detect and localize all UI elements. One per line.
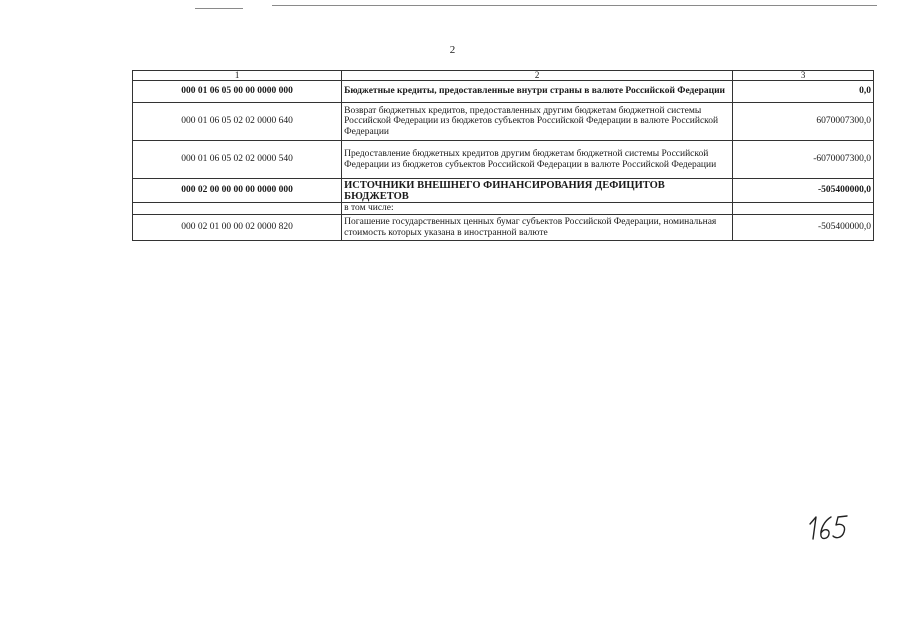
table-header-row <box>133 71 874 81</box>
source-name: ИСТОЧНИКИ ВНЕШНЕГО ФИНАНСИРОВАНИЯ ДЕФИЦИТОВ БЮДЖЕТОВ <box>342 179 733 203</box>
column-header-1: 1 <box>133 71 342 81</box>
amount: -505400000,0 <box>733 179 874 203</box>
source-name: Возврат бюджетных кредитов, предоставленных другим бюджетам бюджетной системы Российской Федерации из бюджетов субъектов Российской Федерации в валюте Российской Федерации <box>342 103 733 141</box>
column-header-3: 3 <box>733 71 874 81</box>
source-name: в том числе: <box>342 203 733 215</box>
page-number: 2 <box>449 44 456 56</box>
scan-artifact-line <box>195 8 243 9</box>
source-name: Предоставление бюджетных кредитов другим бюджетам бюджетной системы Российской Федерации из бюджетов субъектов Российской Федерации в валюте Российской Федерации <box>342 141 733 179</box>
amount <box>733 203 874 215</box>
source-name: Бюджетные кредиты, предоставленные внутри страны в валюте Российской Федерации <box>342 81 733 103</box>
table-row <box>133 81 874 103</box>
amount: -505400000,0 <box>733 215 874 241</box>
amount: 0,0 <box>733 81 874 103</box>
table-row <box>133 103 874 141</box>
classification-code: 000 02 00 00 00 00 0000 000 <box>133 179 342 203</box>
budget-sources-table <box>132 70 874 241</box>
classification-code <box>133 203 342 215</box>
classification-code: 000 01 06 05 00 00 0000 000 <box>133 81 342 103</box>
table-row <box>133 141 874 179</box>
classification-code: 000 02 01 00 00 02 0000 820 <box>133 215 342 241</box>
classification-code: 000 01 06 05 02 02 0000 640 <box>133 103 342 141</box>
amount: -6070007300,0 <box>733 141 874 179</box>
source-name: Погашение государственных ценных бумаг субъектов Российской Федерации, номинальная стоимость которых указана в иностранной валюте <box>342 215 733 241</box>
handwritten-page-number <box>806 512 852 542</box>
column-header-2: 2 <box>342 71 733 81</box>
table-row <box>133 179 874 203</box>
table-row <box>133 203 874 215</box>
scan-artifact-line <box>272 5 877 6</box>
amount: 6070007300,0 <box>733 103 874 141</box>
classification-code: 000 01 06 05 02 02 0000 540 <box>133 141 342 179</box>
table-row <box>133 215 874 241</box>
